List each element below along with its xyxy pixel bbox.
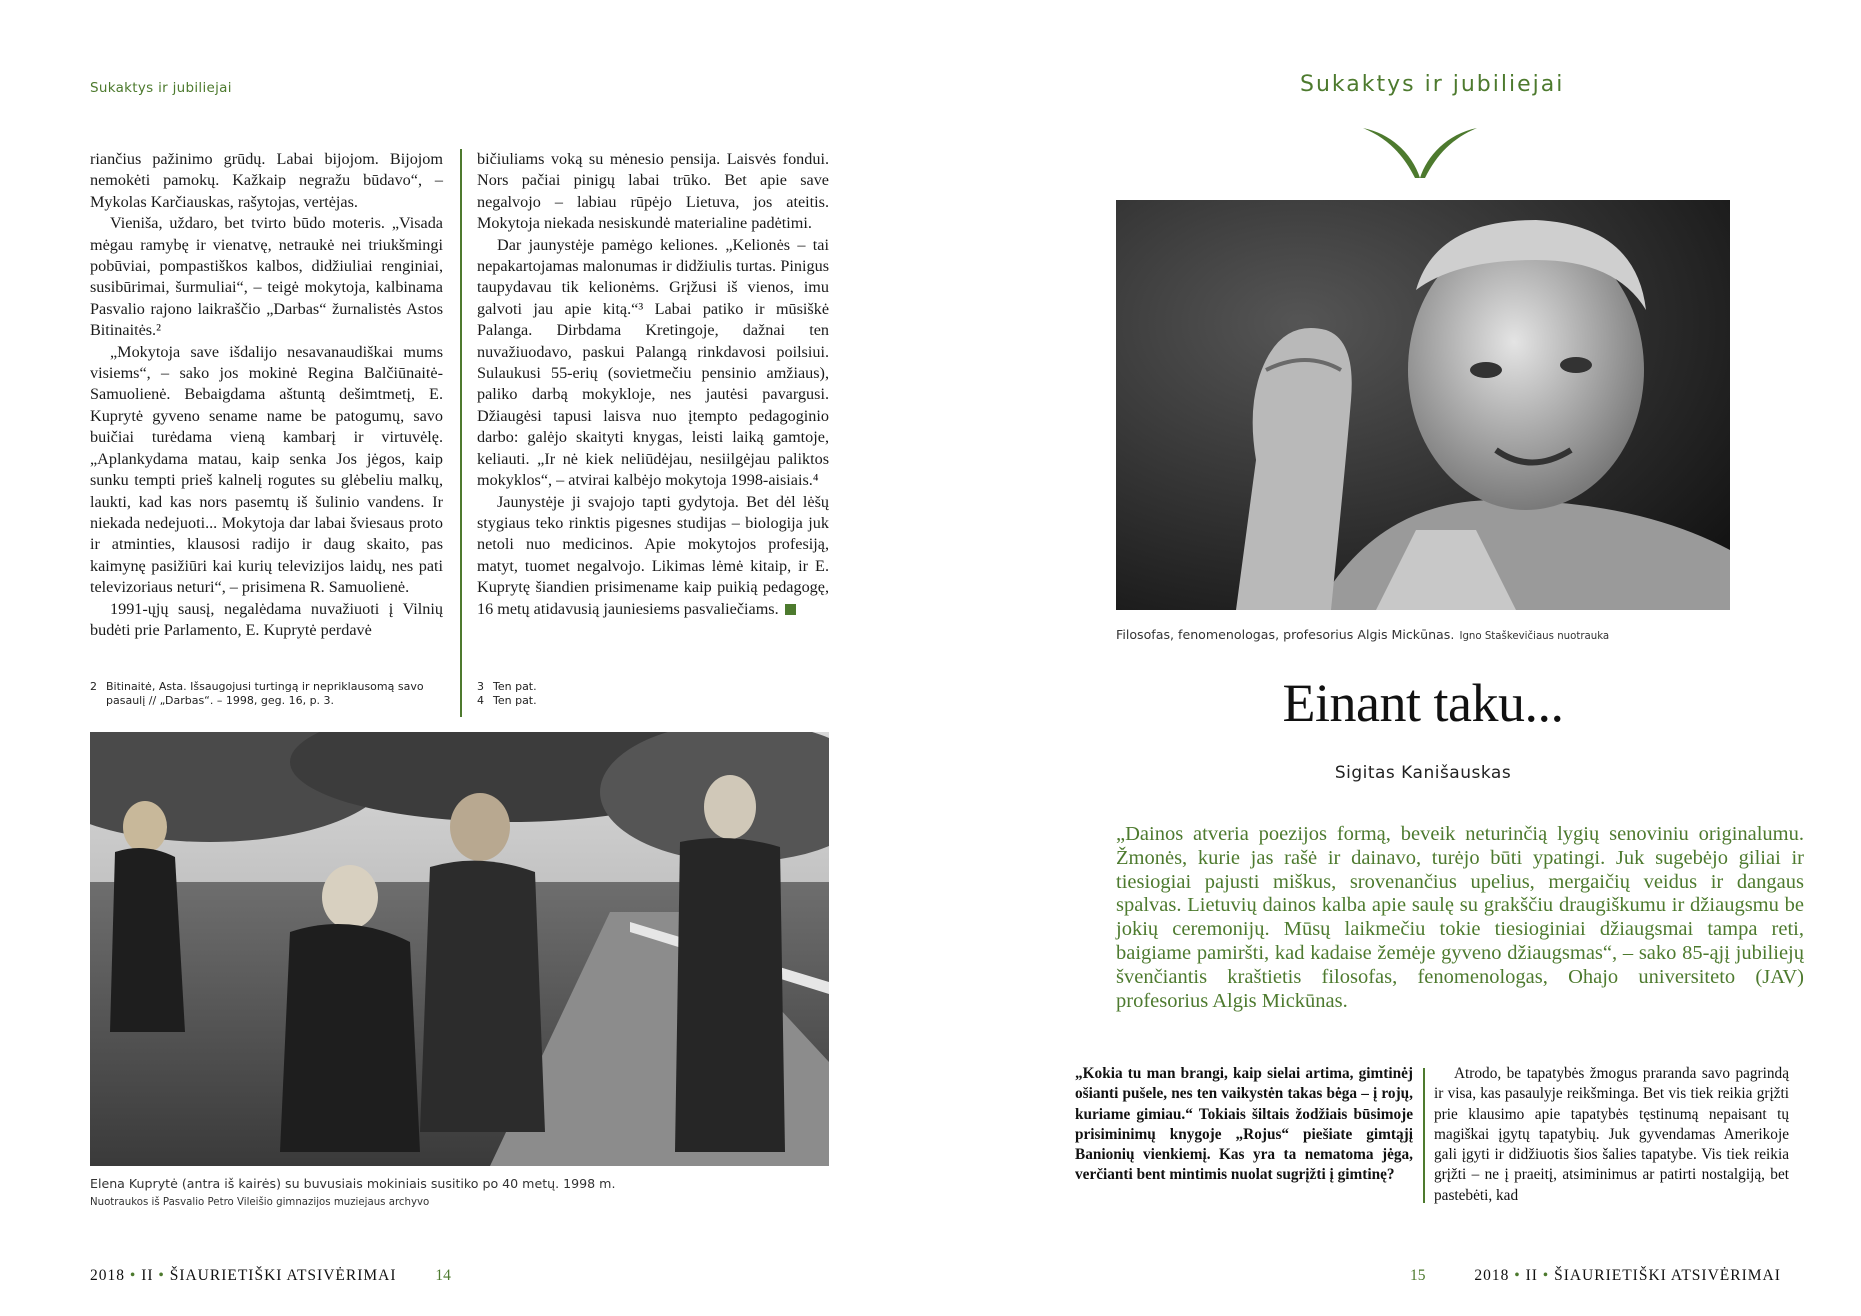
left-photo-caption: Elena Kuprytė (antra iš kairės) su buvusiais mokiniais susitiko po 40 metų. 1998 m. <box>90 1176 616 1191</box>
footer-left <box>90 1267 451 1285</box>
footnote-number: 2 <box>90 680 97 693</box>
left-column-1 <box>90 149 443 641</box>
body-paragraph: Jaunystėje ji svajojo tapti gydytoja. Bet dėl lėšų stygiaus teko rinktis pigesnes studijas – biologija juk netoli nuo medicinos. Apie mokytojos profesiją, matyt, tuomet negalvojo. Likimas lėmė kitaip, ir E. Kuprytę šiandien prisimename kaip puikią pedagogę, 16 metų atidavusią jauniesiems pasvaliečiams. <box>477 492 829 618</box>
body-paragraph: riančius pažinimo grūdų. Labai bijojom. Bijojom nemokėti pamokų. Kažkaip negražu būdavo“, – Mykolas Karčiauskas, rašytojas, vertėjas. <box>90 150 443 211</box>
footnote-text: Ten pat. <box>493 693 537 707</box>
body-paragraph: 1991-ųjų sausį, negalėdama nuvažiuoti į Vilnių budėti prie Parlamento, E. Kuprytė perdavė <box>90 599 443 639</box>
footer-year: 2018 <box>1474 1267 1510 1284</box>
article-author: Sigitas Kanišauskas <box>1334 763 1512 783</box>
portrait-credit: Igno Staškevičiaus nuotrauka <box>1459 631 1610 642</box>
body-paragraph: Dar jaunystėje pamėgo keliones. „Kelionės – tai nepakartojamas malonumas ir didžiulis turtas. Pinigus taupydavau tik kelionėms. Grįžusi iš vienos, imu galvoti jau apie kitą.“³ Labai patiko ir mūsiškė Palanga. Dirbdama Kretingoje, dažnai ten nuvažiuodavo, paskui Palangą rinkdavosi poilsiui. Sulaukusi 55-erių (sovietmečiu pensinio amžiaus), paliko darbą mokykloje, nes jautėsi pavargusi. Džiaugėsi tapusi laisva nuo įtempto pedagoginio darbo: galėjo skaityti knygas, leisti laiką gamtoje, keliauti. „Ir nė kiek neliūdėjau, nesiilgėjau paliktos mokyklos“, – atvirai kalbėjo mokytoja 1998-aisiais.⁴ <box>477 235 829 490</box>
footer-magazine: ŠIAURIETIŠKI ATSIVĖRIMAI <box>169 1267 397 1284</box>
interview-question: „Kokia tu man brangi, kaip sielai artima, gimtinėj ošianti pušele, nes ten vaikystėn takas bėga – į rojų, kuriame gimiau.“ Tokiais šiltais žodžiais būsimoje prisiminimų knygoje „Rojus“ piešiate gimtąjį Banionių vienkiemį. Kas yra ta nematoma jėga, verčianti bent mintimis nuolat sugrįžti į gimtinę? <box>1075 1065 1413 1184</box>
footnote-number: 4 <box>477 693 484 707</box>
footer-right <box>1410 1267 1781 1285</box>
portrait-illustration <box>1116 200 1730 610</box>
footnote <box>477 694 829 708</box>
page-number-left: 14 <box>435 1267 451 1284</box>
footer-bullet: • <box>129 1267 137 1284</box>
footnote-text: Ten pat. <box>493 680 537 693</box>
running-header-left: Sukaktys ir jubiliejai <box>90 80 232 96</box>
body-paragraph: Vieniša, uždaro, bet tvirto būdo moteris. „Visada mėgau ramybę ir vienatvę, netraukė nei triukšmingi pobūviai, pompastiškos kalbos, didžiuliai renginiai, susibūrimai, šurmuliai“, – teigė mokytoja, kalbinama Pasvalio rajono laikraščio „Darbas“ žurnalistės Astos Bitinaitės.² <box>90 214 443 340</box>
group-photo-illustration <box>90 732 829 1166</box>
article-title: Einant taku... <box>1282 673 1564 733</box>
left-column-2 <box>477 149 829 620</box>
end-square-marker <box>785 604 796 615</box>
left-photo-credit: Nuotraukos iš Pasvalio Petro Vileišio gimnazijos muziejaus archyvo <box>90 1197 430 1208</box>
footnote <box>477 680 829 694</box>
footnotes-col2 <box>477 680 829 707</box>
column-divider-right <box>1423 1068 1425 1203</box>
body-paragraph: bičiuliams voką su mėnesio pensija. Laisvės fondui. Nors pačiai pinigų labai trūko. Bet apie save negalvojo – labiau rūpėjo Lietuva, jos ateitis. Mokytoja niekada nesiskundė materialine padėtimi. <box>477 150 829 233</box>
portrait-caption-row <box>1116 624 1796 643</box>
portrait-caption: Filosofas, fenomenologas, profesorius Algis Mickūnas. <box>1116 627 1455 642</box>
column-divider <box>460 149 462 717</box>
footer-bullet: • <box>1542 1267 1550 1284</box>
group-photo <box>90 732 829 1166</box>
footer-bullet: • <box>1514 1267 1521 1284</box>
leaf-ornament-icon <box>1363 126 1477 180</box>
footnote-number: 3 <box>477 680 484 693</box>
footer-year: 2018 <box>90 1267 125 1284</box>
footer-magazine: ŠIAURIETIŠKI ATSIVĖRIMAI <box>1554 1267 1781 1284</box>
footnotes-col1 <box>90 680 443 707</box>
article-lead: „Dainos atveria poezijos formą, beveik neturinčią lygių senoviniu originalumu. Žmonės, kurie jas rašė ir dainavo, turėjo būti ypatingi. Juk sugebėjo giliai ir tiesiogiai pajusti miškus, srovenančius upelius, mergaičių veidus ir dangaus spalvas. Lietuvių dainos kalba apie saulę su grakščiu draugiškumu ir džiaugsmu be jokių ceremonijų. Mūsų laikmečiu tokie tiesioginiai džiaugsmai tampa reti, baigiame pamiršti, kad kadaise žemėje gyveno džiaugsmas“, – sako 85-ąjį jubiliejų švenčiantis kraštietis filosofas, fenomenologas, Ohajo universiteto (JAV) profesorius Algis Mickūnas. <box>1116 823 1804 1012</box>
footnote <box>90 680 443 707</box>
footer-volume: II <box>1525 1267 1538 1284</box>
interview-answer: Atrodo, be tapatybės žmogus praranda savo pagrindą ir visa, kas pasaulyje reikšminga. Bet vis tiek reikia grįžti prie klausimo apie tapatybės tęstinumą nepaisant tų magiškai įgytų tapatybių. Juk gyvendamas Amerikoje gali įgyti ir didžiuotis šios šalies tapatybe. Vis tiek reikia grįžti – ne į praeitį, atsiminimus ar patirti nostalgiją, bet pastebėti, kad <box>1434 1065 1789 1204</box>
portrait-photo <box>1116 200 1730 610</box>
footer-volume: II <box>141 1267 154 1284</box>
footnote-text: Bitinaitė, Asta. Išsaugojusi turtingą ir nepriklausomą savo pasaulį // „Darbas“. – 1998, geg. 16, p. 3. <box>106 680 424 707</box>
page-number-right: 15 <box>1410 1267 1426 1284</box>
body-paragraph: „Mokytoja save išdalijo nesavanaudiškai mums visiems“, – sako jos mokinė Regina Balčiūnaitė-Samuolienė. Bebaigdama aštuntą dešimtmetį, E. Kuprytė gyveno sename name be patogumų, savo buičiai turėdama vieną kambarį ir virtuvėlę. „Aplankydama matau, kaip senka Jos jėgos, kaip sunku tempti prieš kalnelį rogutes su glėbeliu malkų, laukti, kad kas nors pasemtų iš šulinio vandens. Ir niekada nedejuoti... Mokytoja dar labai šviesaus proto ir atminties, klausosi radijo ir daug skaito, pas kaimynę pasižiūri kai kurių televizijos laidų, nes pati televizoriaus neturi“, – prisimena R. Samuolienė. <box>90 342 443 597</box>
footer-bullet: • <box>158 1267 165 1284</box>
section-title: Sukaktys ir jubiliejai <box>1300 72 1565 97</box>
